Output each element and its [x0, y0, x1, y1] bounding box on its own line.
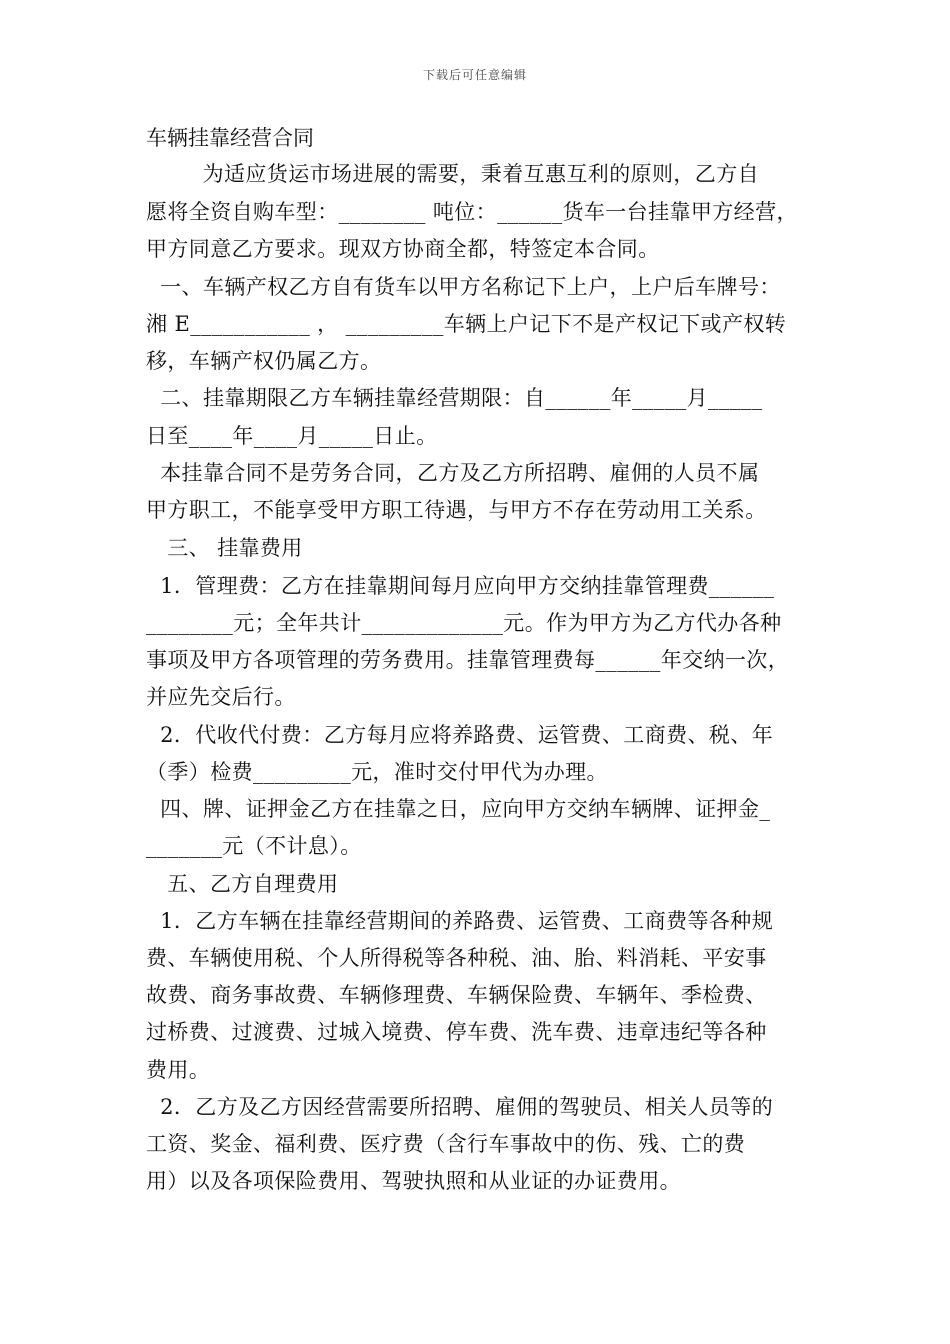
body-line: 2．代收代付费：乙方每月应将养路费、运管费、工商费、税、年: [146, 723, 774, 747]
body-line: 故费、商务事故费、车辆修理费、车辆保险费、车辆年、季检费、: [146, 983, 767, 1007]
body-line: 本挂靠合同不是劳务合同，乙方及乙方所招聘、雇佣的人员不属: [146, 461, 760, 485]
body-line: 四、牌、证押金乙方在挂靠之日，应向甲方交纳车辆牌、证押金_: [146, 797, 771, 821]
body-line: 一、车辆产权乙方自有货车以甲方名称记下上户，上户后车牌号：: [146, 275, 781, 299]
body-line: 五、乙方自理费用: [146, 872, 339, 896]
body-line: （季）检费_________元，准时交付甲代为办理。: [146, 760, 608, 784]
body-line: 工资、奖金、福利费、医疗费（含行车事故中的伤、残、亡的费: [146, 1132, 746, 1156]
body-line: 过桥费、过渡费、过城入境费、停车费、洗车费、违章违纪等各种: [146, 1020, 767, 1044]
body-line: 愿将全资自购车型：________ 吨位：______货车一台挂靠甲方经营，: [146, 200, 798, 224]
body-line: 1．管理费：乙方在挂靠期间每月应向甲方交纳挂靠管理费______: [146, 574, 775, 598]
body-line: 事项及甲方各项管理的劳务费用。挂靠管理费每______年交纳一次，: [146, 648, 790, 672]
body-line: 三、 挂靠费用: [146, 536, 303, 560]
body-line: 二、挂靠期限乙方车辆挂靠经营期限：自______年_____月_____: [146, 386, 763, 410]
body-line: 并应先交后行。: [146, 685, 296, 709]
body-line: 费用。: [146, 1058, 211, 1082]
body-line: 用）以及各项保险费用、驾驶执照和从业证的办证费用。: [146, 1169, 681, 1193]
body-line: 日至____年____月_____日止。: [146, 424, 438, 448]
body-line: 1．乙方车辆在挂靠经营期间的养路费、运管费、工商费等各种规: [146, 909, 774, 933]
body-line: 湘 E___________ ， _________车辆上户记下不是产权记下或产权转: [146, 312, 787, 336]
body-line: 2．乙方及乙方因经营需要所招聘、雇佣的驾驶员、相关人员等的: [146, 1095, 774, 1119]
body-line: ________元；全年共计_____________元。作为甲方为乙方代办各种: [146, 611, 782, 635]
body-line: 甲方职工，不能享受甲方职工待遇，与甲方不存在劳动用工关系。: [146, 498, 767, 522]
document-title: 车辆挂靠经营合同: [146, 126, 314, 150]
body-line: _______元（不计息）。: [146, 834, 362, 858]
body-line: 甲方同意乙方要求。现双方协商全都，特签定本合同。: [146, 237, 660, 261]
body-line: 费、车辆使用税、个人所得税等各种税、油、胎、料消耗、平安事: [146, 946, 767, 970]
page-header-note: 下载后可任意编辑: [422, 68, 527, 82]
body-line: 为适应货运市场进展的需要，秉着互惠互利的原则，乙方自: [146, 162, 759, 186]
body-line: 移，车辆产权仍属乙方。: [146, 349, 382, 373]
